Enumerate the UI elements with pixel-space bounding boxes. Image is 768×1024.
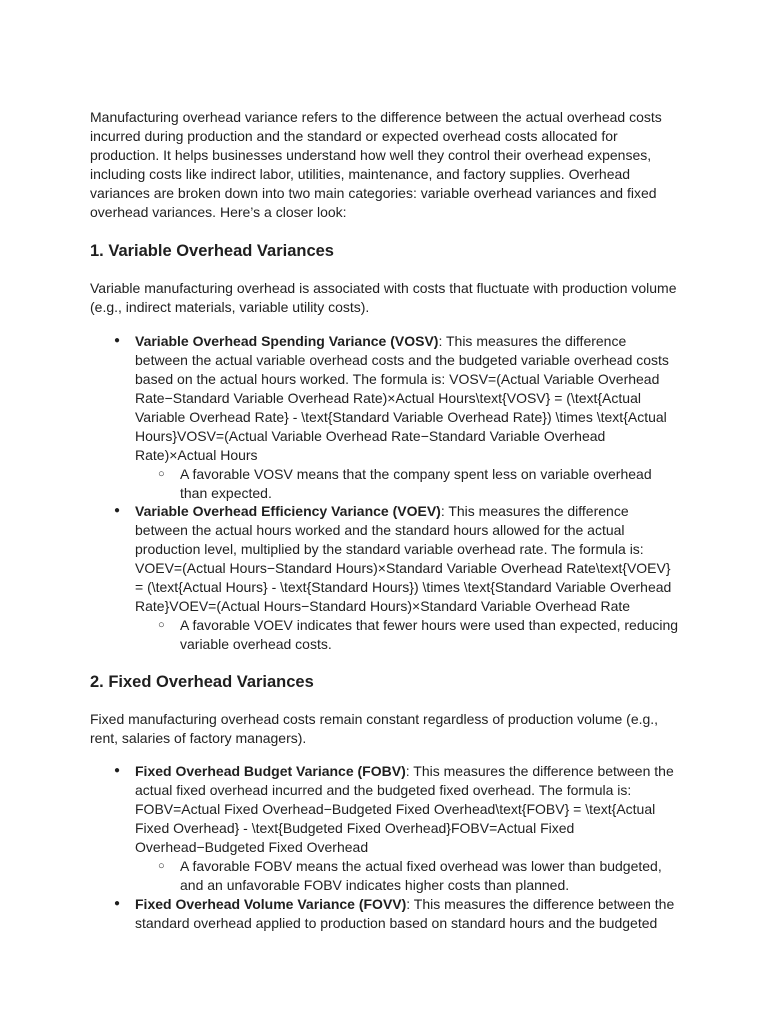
section-heading-fixed: 2. Fixed Overhead Variances [90,672,314,691]
list-item-vosv [90,332,682,502]
document-body [90,108,682,950]
desc-vosv: : This measures the difference between the actual variable overhead costs and the budgeted variable overhead costs based on the actual hours worked. The formula is: VOSV=(Actual Variable Overhead Rate−Standard Variable Overhead Rate)×Actual Hours\text{VOSV} = (\text{Actual Variable Overhead Rate} - \text{Standard Variable Overhead Rate}) \times \text{Actual Hours}VOSV=(Actual Variable Overhead Rate−Standard Variable Overhead Rate)×Actual Hours [135,333,669,463]
section-lead-fixed: Fixed manufacturing overhead costs remain constant regardless of production volume (e.g., rent, salaries of factory managers). [90,710,659,746]
desc-voev: : This measures the difference between the actual hours worked and the standard hours allowed for the actual production level, multiplied by the standard variable overhead rate. The formula is: VOEV=(Actual Hours−Standard Hours)×Standard Variable Overhead Rate\text{VOEV} = (\text{Actual Hours} - \text{Standard Hours}) \times \text{Standard Variable Overhead Rate}VOEV=(Actual Hours−Standard Hours)×Standard Variable Overhead Rate [135,503,672,614]
desc-fobv: : This measures the difference between the actual fixed overhead incurred and the budgeted fixed overhead. The formula is: FOBV=Actual Fixed Overhead−Budgeted Fixed Overhead\text{FOBV} = \text{Actual Fixed Overhead} - \text{Budgeted Fixed Overhead}FOBV=Actual Fixed Overhead−Budgeted Fixed Overhead [135,763,674,856]
note-voev: ○ A favorable VOEV indicates that fewer hours were used than expected, reducing variable overhead costs. [135,616,682,654]
variable-variance-list [90,332,682,653]
term-fovv: Fixed Overhead Volume Variance (FOVV) [135,895,407,912]
list-item-voev [90,502,682,653]
desc-fovv: : This measures the difference between the standard overhead applied to production based on standard hours and the budgeted [135,895,675,931]
sublist-fobv [135,857,682,895]
section-heading-variable: 1. Variable Overhead Variances [90,242,334,261]
intro-paragraph: Manufacturing overhead variance refers to the difference between the actual overhead costs incurred during production and the standard or expected overhead costs allocated for production. It helps businesses understand how well they control their overhead expenses, including costs like indirect labor, utilities, maintenance, and factory supplies. Overhead variances are broken down into two main categories: variable overhead variances and fixed overhead variances. Here’s a closer look: [90,109,662,220]
list-item-fobv [90,762,682,894]
note-fobv: ○ A favorable FOBV means the actual fixed overhead was lower than budgeted, and an unfavorable FOBV indicates higher costs than planned. [135,857,682,895]
sublist-vosv [135,465,682,503]
term-voev: Variable Overhead Efficiency Variance (VOEV) [135,503,441,520]
note-vosv: ○ A favorable VOSV means that the company spent less on variable overhead than expected. [135,465,682,503]
fixed-variance-list [90,762,682,932]
section-lead-variable: Variable manufacturing overhead is associated with costs that fluctuate with production volume (e.g., indirect materials, variable utility costs). [90,280,677,316]
list-item-fovv [90,895,682,933]
term-fobv: Fixed Overhead Budget Variance (FOBV) [135,763,406,780]
term-vosv: Variable Overhead Spending Variance (VOSV) [135,333,439,350]
sublist-voev [135,616,682,654]
